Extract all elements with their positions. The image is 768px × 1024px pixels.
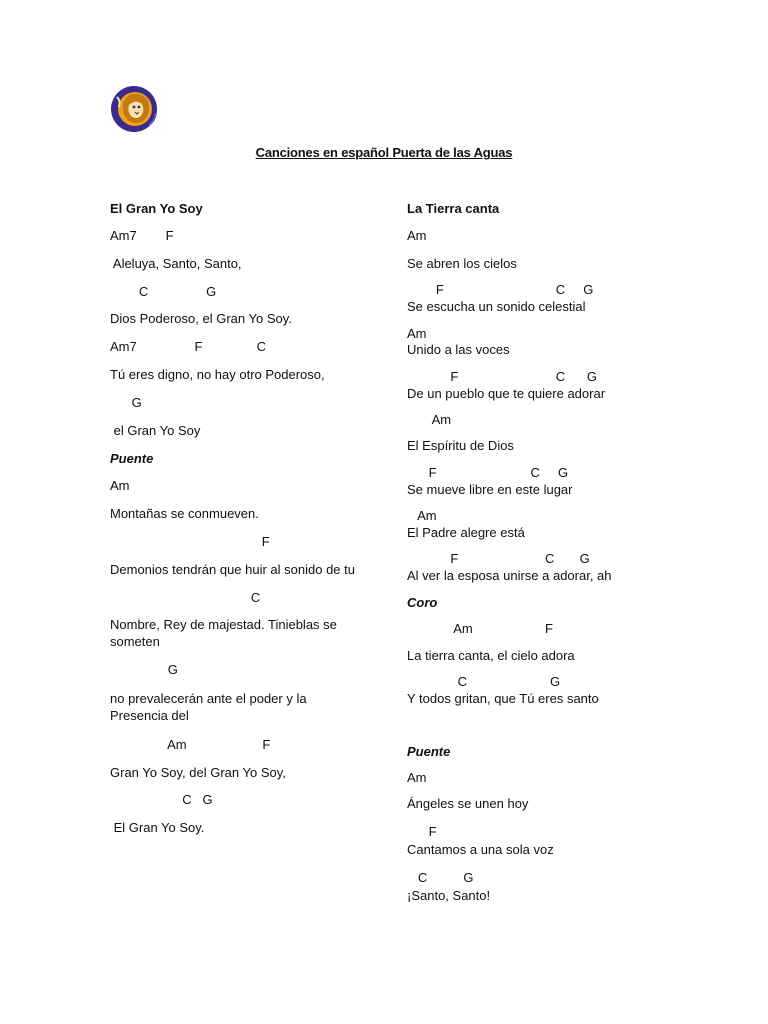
chord-line: F C G — [407, 282, 594, 297]
lyric-line: Tú eres digno, no hay otro Poderoso, — [110, 367, 325, 382]
lyric-line: ¡Santo, Santo! — [407, 888, 491, 903]
chord-line: C G — [110, 284, 217, 299]
lyric-line: Dios Poderoso, el Gran Yo Soy. — [110, 311, 292, 326]
chord-line: F — [110, 534, 270, 549]
chord-line: Am — [407, 770, 427, 785]
song-heading: El Gran Yo Soy — [110, 201, 203, 216]
lyric-line: Se escucha un sonido celestial — [407, 299, 586, 314]
chord-line: C G — [110, 792, 213, 807]
chord-line: F C G — [407, 465, 569, 480]
chord-line: C G — [407, 870, 474, 885]
section-label: Coro — [407, 595, 438, 610]
chord-line: F C G — [407, 551, 590, 566]
lyric-line: Demonios tendrán que huir al sonido de tu — [110, 562, 355, 577]
section-label: Puente — [407, 744, 451, 759]
lyric-line: Ángeles se unen hoy — [407, 796, 529, 811]
lyric-line: Montañas se conmueven. — [110, 506, 259, 521]
section-label: Puente — [110, 451, 154, 466]
lyric-line: Al ver la esposa unirse a adorar, ah — [407, 568, 612, 583]
lyric-line: El Espíritu de Dios — [407, 438, 514, 453]
chord-line: Am F — [407, 621, 553, 636]
chord-line: C — [110, 590, 261, 605]
chord-line: Am — [110, 478, 130, 493]
lyric-line: Unido a las voces — [407, 342, 510, 357]
chord-line: F C G — [407, 369, 597, 384]
lyric-line: el Gran Yo Soy — [110, 423, 201, 438]
lyric-line: De un pueblo que te quiere adorar — [407, 386, 606, 401]
lyric-line: La tierra canta, el cielo adora — [407, 648, 575, 663]
lyric-line: El Padre alegre está — [407, 525, 525, 540]
document-title: Canciones en español Puerta de las Aguas — [255, 145, 513, 160]
chord-line: Am7 F C — [110, 339, 267, 354]
chord-line: Am — [407, 508, 437, 523]
chord-line: F — [407, 824, 437, 839]
chord-line: G — [110, 662, 178, 677]
chord-line: Am7 F — [110, 228, 174, 243]
lyric-line: Cantamos a una sola voz — [407, 842, 554, 857]
chord-line: C G — [407, 674, 561, 689]
lion-emblem-icon — [109, 85, 159, 133]
lyric-line: Se mueve libre en este lugar — [407, 482, 573, 497]
chord-line: Am F — [110, 737, 271, 752]
chord-line: Am — [407, 228, 427, 243]
lyric-line: Aleluya, Santo, Santo, — [110, 256, 242, 271]
lyric-line: Se abren los cielos — [407, 256, 517, 271]
song-heading: La Tierra canta — [407, 201, 500, 216]
lyric-line: no prevalecerán ante el poder y la Presencia del — [110, 691, 307, 723]
lyric-line: Y todos gritan, que Tú eres santo — [407, 691, 599, 706]
chord-line: Am — [407, 326, 427, 341]
lyric-line: Gran Yo Soy, del Gran Yo Soy, — [110, 765, 286, 780]
lyric-line: Nombre, Rey de majestad. Tinieblas se someten — [110, 617, 337, 649]
chord-line: G — [110, 395, 142, 410]
lyric-line: El Gran Yo Soy. — [110, 820, 205, 835]
chord-line: Am — [407, 412, 452, 427]
